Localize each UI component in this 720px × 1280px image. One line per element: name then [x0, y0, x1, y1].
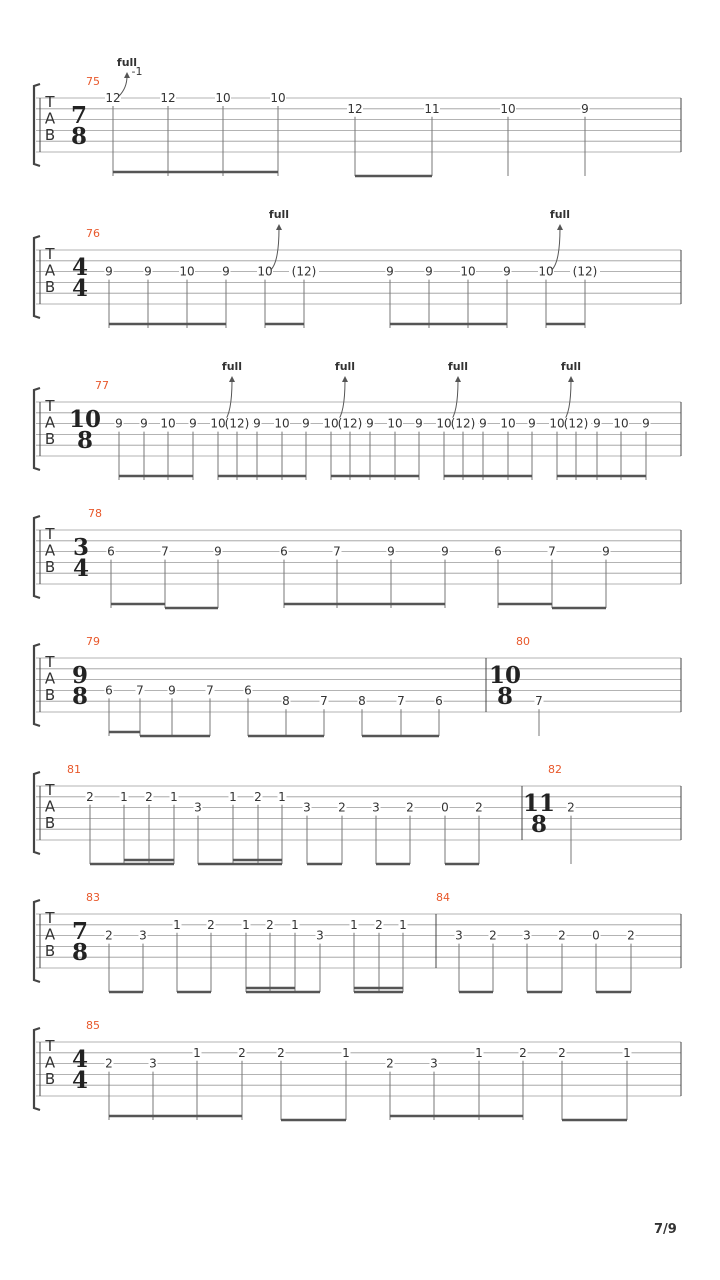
system-bracket: [34, 772, 40, 854]
fret-number: 10: [274, 416, 290, 431]
fret-number: 2: [145, 789, 153, 804]
time-signature-top: 10: [488, 662, 522, 689]
fret-number: 2: [207, 917, 215, 932]
system-bracket: [34, 388, 40, 470]
fret-number: 10: [460, 264, 476, 279]
tab-clef-letter: T: [45, 245, 55, 263]
time-signature-top: 4: [71, 1046, 89, 1073]
tab-clef-letter: T: [45, 397, 55, 415]
fret-number: 9: [214, 544, 222, 559]
fret-number: 10: [270, 91, 286, 105]
fret-number: 9: [602, 544, 610, 559]
bend-label: full: [268, 208, 290, 221]
tab-system: [34, 644, 681, 736]
fret-number: 9: [144, 264, 152, 279]
time-signature-bottom: 8: [496, 683, 514, 710]
time-signature-bottom: 8: [71, 683, 89, 710]
bend-label: full: [447, 360, 469, 373]
system-bracket: [34, 84, 40, 166]
fret-number: 1: [173, 917, 181, 932]
fret-number: 1: [193, 1045, 201, 1060]
time-signature-bottom: 8: [70, 123, 88, 150]
tab-system: [34, 516, 681, 608]
tab-clef-letter: A: [44, 109, 56, 128]
fret-number: 6: [280, 544, 288, 559]
fret-number: 3: [523, 928, 531, 943]
fret-number: 3: [303, 800, 311, 815]
fret-number: 1: [278, 789, 286, 804]
fret-number: 3: [430, 1056, 438, 1071]
bend-arrow: [337, 380, 345, 422]
measure-number: 76: [86, 227, 100, 240]
fret-number: 10: [215, 91, 231, 105]
fret-number: 1: [229, 789, 237, 804]
fret-number: 6: [244, 683, 252, 698]
tab-system: [34, 772, 681, 864]
fret-number: 2: [489, 928, 497, 943]
fret-number: 10: [323, 416, 339, 431]
bend-arrowhead: [568, 376, 574, 382]
fret-number: 9: [302, 416, 310, 431]
fret-number: 9: [189, 416, 197, 431]
fret-number: 9: [441, 544, 449, 559]
bend-arrowhead: [229, 376, 235, 382]
bend-arrow: [552, 228, 560, 270]
fret-number: 3: [316, 928, 324, 943]
measure-number: 77: [95, 379, 109, 392]
fret-number: (12): [563, 416, 589, 431]
fret-number: (12): [572, 264, 598, 279]
fret-number: 2: [386, 1056, 394, 1071]
time-signature-bottom: 4: [72, 555, 90, 582]
fret-number: 2: [254, 789, 262, 804]
tab-clef-letter: T: [45, 1037, 55, 1055]
measure-number: 79: [86, 635, 100, 648]
measure-number: 78: [88, 507, 102, 520]
fret-number: 9: [642, 416, 650, 431]
time-signature-top: 11: [522, 790, 556, 817]
fret-number: 9: [386, 264, 394, 279]
fret-number: 3: [149, 1056, 157, 1071]
fret-number: 2: [277, 1045, 285, 1060]
fret-number: 1: [342, 1045, 350, 1060]
fret-number: (12): [337, 416, 363, 431]
fret-number: 12: [105, 91, 121, 105]
measure-number: 83: [86, 891, 100, 904]
bend-arrow: [271, 228, 279, 270]
bend-label: full: [549, 208, 571, 221]
fret-number: 3: [139, 928, 147, 943]
fret-number: 3: [455, 928, 463, 943]
tab-system: [34, 1028, 681, 1120]
page-number: 7/9: [654, 1222, 677, 1237]
bend-arrowhead: [557, 224, 563, 230]
system-bracket: [34, 1028, 40, 1110]
fret-number: 10: [436, 416, 452, 431]
system-bracket: [34, 236, 40, 318]
tab-clef-letter: T: [45, 653, 55, 671]
time-signature-bottom: 8: [76, 427, 94, 454]
fret-number: 9: [528, 416, 536, 431]
tab-clef-letter: A: [44, 413, 56, 432]
fret-number: 9: [503, 264, 511, 279]
fret-number: 10: [387, 416, 403, 431]
fret-number: 9: [581, 101, 589, 116]
tab-clef-letter: T: [45, 525, 55, 543]
fret-number: 2: [406, 800, 414, 815]
fret-number: 10: [549, 416, 565, 431]
time-signature-top: 4: [71, 254, 89, 281]
fret-number: 10: [538, 264, 554, 279]
fret-number: 10: [500, 416, 516, 431]
fret-number: (12): [224, 416, 250, 431]
fret-number: 6: [105, 683, 113, 698]
tab-system: [34, 72, 681, 176]
fret-number: 7: [320, 694, 328, 709]
fret-number: 10: [160, 416, 176, 431]
tab-clef-letter: B: [44, 558, 56, 576]
time-signature-top: 10: [68, 406, 102, 433]
time-signature-top: 3: [72, 534, 90, 561]
bend-label: full: [334, 360, 356, 373]
bend-arrow: [224, 380, 232, 422]
bend-label: full: [116, 56, 138, 69]
fret-number: 1: [291, 917, 299, 932]
fret-number: (12): [291, 264, 317, 279]
fret-number: 9: [115, 416, 123, 431]
tab-clef-letter: A: [44, 1053, 56, 1072]
fret-number: 0: [441, 800, 449, 815]
tab-clef-letter: T: [45, 93, 55, 111]
fret-number: 2: [519, 1045, 527, 1060]
bend-label: full: [560, 360, 582, 373]
tab-clef-letter: A: [44, 797, 56, 816]
fret-number: 7: [397, 694, 405, 709]
fret-number: 2: [338, 800, 346, 815]
fret-number: 6: [107, 544, 115, 559]
bend-arrow: [450, 380, 458, 422]
tab-clef-letter: B: [44, 814, 56, 832]
measure-number: 80: [516, 635, 530, 648]
fret-number: 7: [161, 544, 169, 559]
measure-number: 84: [436, 891, 450, 904]
bend-arrowhead: [124, 72, 130, 78]
fret-number: 12: [160, 91, 176, 105]
bend-arrowhead: [342, 376, 348, 382]
fret-number: 3: [194, 800, 202, 815]
fret-number: 10: [613, 416, 629, 431]
tab-clef-letter: B: [44, 942, 56, 960]
fret-number: 0: [592, 928, 600, 943]
bend-arrowhead: [455, 376, 461, 382]
fret-number: 3: [372, 800, 380, 815]
fret-number: 2: [567, 800, 575, 815]
tab-clef-letter: T: [45, 909, 55, 927]
tab-clef-letter: A: [44, 541, 56, 560]
tab-clef-letter: B: [44, 1070, 56, 1088]
fret-number: 9: [593, 416, 601, 431]
fret-number: 1: [242, 917, 250, 932]
tab-clef-letter: A: [44, 261, 56, 280]
fret-number: 2: [475, 800, 483, 815]
fret-number: 2: [105, 928, 113, 943]
fret-number: 11: [424, 101, 440, 116]
fret-number: 7: [136, 683, 144, 698]
tab-clef-letter: B: [44, 278, 56, 296]
fret-number: 9: [168, 683, 176, 698]
fret-number: 7: [206, 683, 214, 698]
fret-number: 7: [333, 544, 341, 559]
fret-number: 8: [358, 694, 366, 709]
time-signature-top: 9: [71, 662, 89, 689]
fret-number: (12): [450, 416, 476, 431]
fret-number: 2: [627, 928, 635, 943]
fret-number: 9: [366, 416, 374, 431]
measure-number: 82: [548, 763, 562, 776]
system-bracket: [34, 644, 40, 726]
tab-clef-letter: B: [44, 430, 56, 448]
tab-clef-letter: T: [45, 781, 55, 799]
fret-number: 1: [475, 1045, 483, 1060]
bend-label: full: [221, 360, 243, 373]
fret-number: 2: [558, 928, 566, 943]
fret-number: 2: [375, 917, 383, 932]
release-label: -1: [131, 65, 143, 78]
tab-clef-letter: B: [44, 686, 56, 704]
fret-number: 7: [548, 544, 556, 559]
time-signature-top: 7: [71, 918, 89, 945]
fret-number: 1: [350, 917, 358, 932]
fret-number: 2: [558, 1045, 566, 1060]
fret-number: 9: [222, 264, 230, 279]
tab-clef-letter: A: [44, 669, 56, 688]
fret-number: 9: [253, 416, 261, 431]
fret-number: 2: [238, 1045, 246, 1060]
time-signature-bottom: 8: [530, 811, 548, 838]
fret-number: 10: [500, 101, 516, 116]
tab-system: [34, 900, 681, 992]
fret-number: 6: [435, 694, 443, 709]
time-signature-bottom: 4: [71, 1067, 89, 1094]
fret-number: 1: [623, 1045, 631, 1060]
fret-number: 2: [86, 789, 94, 804]
fret-number: 7: [535, 694, 543, 709]
fret-number: 9: [415, 416, 423, 431]
fret-number: 9: [105, 264, 113, 279]
measure-number: 85: [86, 1019, 100, 1032]
fret-number: 9: [387, 544, 395, 559]
fret-number: 10: [257, 264, 273, 279]
fret-number: 10: [210, 416, 226, 431]
fret-number: 6: [494, 544, 502, 559]
fret-number: 8: [282, 694, 290, 709]
fret-number: 2: [266, 917, 274, 932]
tab-clef-letter: A: [44, 925, 56, 944]
fret-number: 1: [120, 789, 128, 804]
fret-number: 10: [179, 264, 195, 279]
measure-number: 75: [86, 75, 100, 88]
tab-clef-letter: B: [44, 126, 56, 144]
fret-number: 2: [105, 1056, 113, 1071]
fret-number: 12: [347, 101, 363, 116]
time-signature-top: 7: [70, 102, 88, 129]
fret-number: 1: [170, 789, 178, 804]
system-bracket: [34, 900, 40, 982]
bend-arrowhead: [276, 224, 282, 230]
system-bracket: [34, 516, 40, 598]
time-signature-bottom: 4: [71, 275, 89, 302]
fret-number: 9: [479, 416, 487, 431]
fret-number: 9: [140, 416, 148, 431]
bend-arrow: [563, 380, 571, 422]
time-signature-bottom: 8: [71, 939, 89, 966]
measure-number: 81: [67, 763, 81, 776]
fret-number: 1: [399, 917, 407, 932]
fret-number: 9: [425, 264, 433, 279]
